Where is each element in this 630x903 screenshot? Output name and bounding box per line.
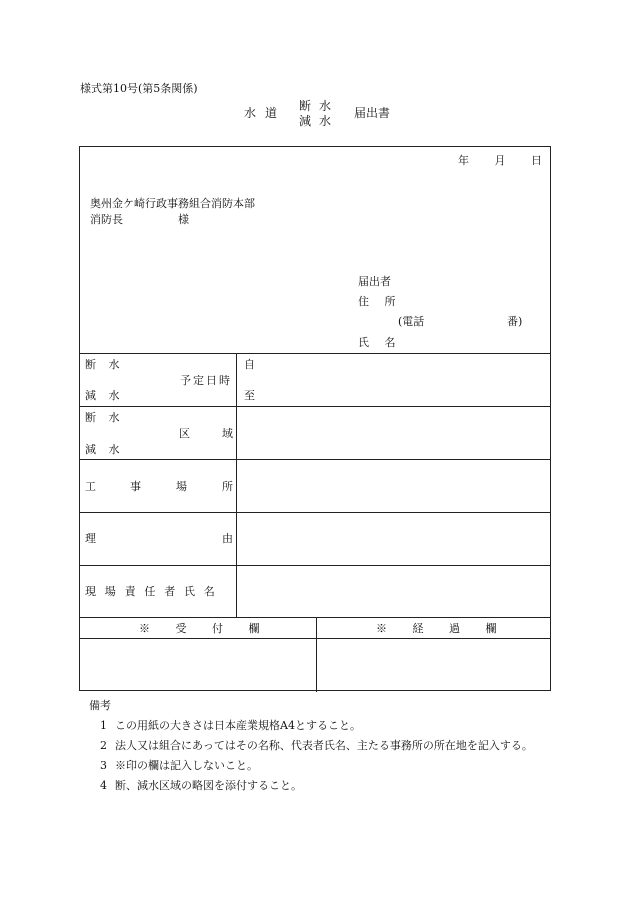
reason-char-1: 理 <box>85 532 96 545</box>
date-line[interactable] <box>436 155 542 166</box>
site-char-2: 事 <box>130 480 141 493</box>
title-water-supply: 水道 <box>244 106 287 120</box>
reason-char-2: 由 <box>222 532 233 545</box>
site-field[interactable] <box>240 462 546 510</box>
title-notification: 届出書 <box>354 106 391 120</box>
remark-number: 4 <box>100 779 107 792</box>
rule <box>80 617 550 618</box>
remark-text: ※印の欄は記入しないこと。 <box>115 759 258 772</box>
remark-number: 1 <box>100 719 107 732</box>
area-field[interactable] <box>240 409 546 457</box>
remark-text: 法人又は組合にあってはその名称、代表者氏名、主たる事務所の所在地を記入する。 <box>115 739 533 752</box>
site-char-3: 場 <box>176 480 187 493</box>
honorific: 様 <box>178 213 189 226</box>
name-label: 氏 名 <box>358 336 396 349</box>
schedule-reduce-label: 減 水 <box>85 389 120 402</box>
form-number: 様式第10号(第5条関係) <box>80 82 198 95</box>
area-label-a: 区 <box>179 427 190 440</box>
notifier-label: 届出者 <box>358 275 391 288</box>
title-water-cut: 断水 <box>299 99 340 113</box>
rule <box>80 353 550 354</box>
rule <box>80 512 550 513</box>
rule <box>80 459 550 460</box>
rule <box>80 565 550 566</box>
day-label: 日 <box>531 154 542 167</box>
area-reduce-label: 減 水 <box>85 443 120 456</box>
remark-text: この用紙の大きさは日本産業規格A4とすること。 <box>115 719 361 732</box>
form-table <box>79 146 551 691</box>
from-label[interactable]: 自 <box>244 358 255 371</box>
remarks <box>89 700 559 800</box>
to-label[interactable]: 至 <box>244 389 255 402</box>
remark-item <box>89 740 559 755</box>
site-char-4: 所 <box>222 480 233 493</box>
reception-column-label: ※ 受 付 欄 <box>139 622 260 635</box>
column-divider <box>236 353 237 617</box>
remark-number: 2 <box>100 739 107 752</box>
remarks-heading: 備考 <box>89 699 111 712</box>
reason-field[interactable] <box>240 515 546 563</box>
phone-open: (電話 <box>398 315 425 328</box>
addressee-title: 消防長 <box>90 213 123 226</box>
phone-close: 番) <box>507 315 523 328</box>
remark-item <box>89 720 559 735</box>
manager-field[interactable] <box>240 568 546 615</box>
month-label: 月 <box>494 154 506 167</box>
addressee-organization: 奥州金ケ崎行政事務組合消防本部 <box>90 197 255 210</box>
manager-label: 現場責任者氏名 <box>85 585 224 598</box>
remark-item <box>89 780 559 795</box>
year-label: 年 <box>458 154 469 167</box>
area-label-b: 域 <box>222 427 233 440</box>
rule <box>80 406 550 407</box>
area-cut-label: 断 水 <box>85 411 120 424</box>
column-divider <box>316 617 317 692</box>
site-char-1: 工 <box>85 480 96 493</box>
remark-number: 3 <box>100 759 107 772</box>
document-title <box>0 97 630 127</box>
remark-text: 断、減水区域の略図を添付すること。 <box>115 779 302 792</box>
address-label: 住 所 <box>358 295 396 308</box>
rule <box>80 638 550 639</box>
schedule-cut-label: 断 水 <box>85 358 120 371</box>
remark-item <box>89 760 559 775</box>
title-water-reduction: 減水 <box>299 114 340 128</box>
progress-column-label: ※ 経 過 欄 <box>376 622 497 635</box>
schedule-label: 予定日時 <box>180 374 232 387</box>
